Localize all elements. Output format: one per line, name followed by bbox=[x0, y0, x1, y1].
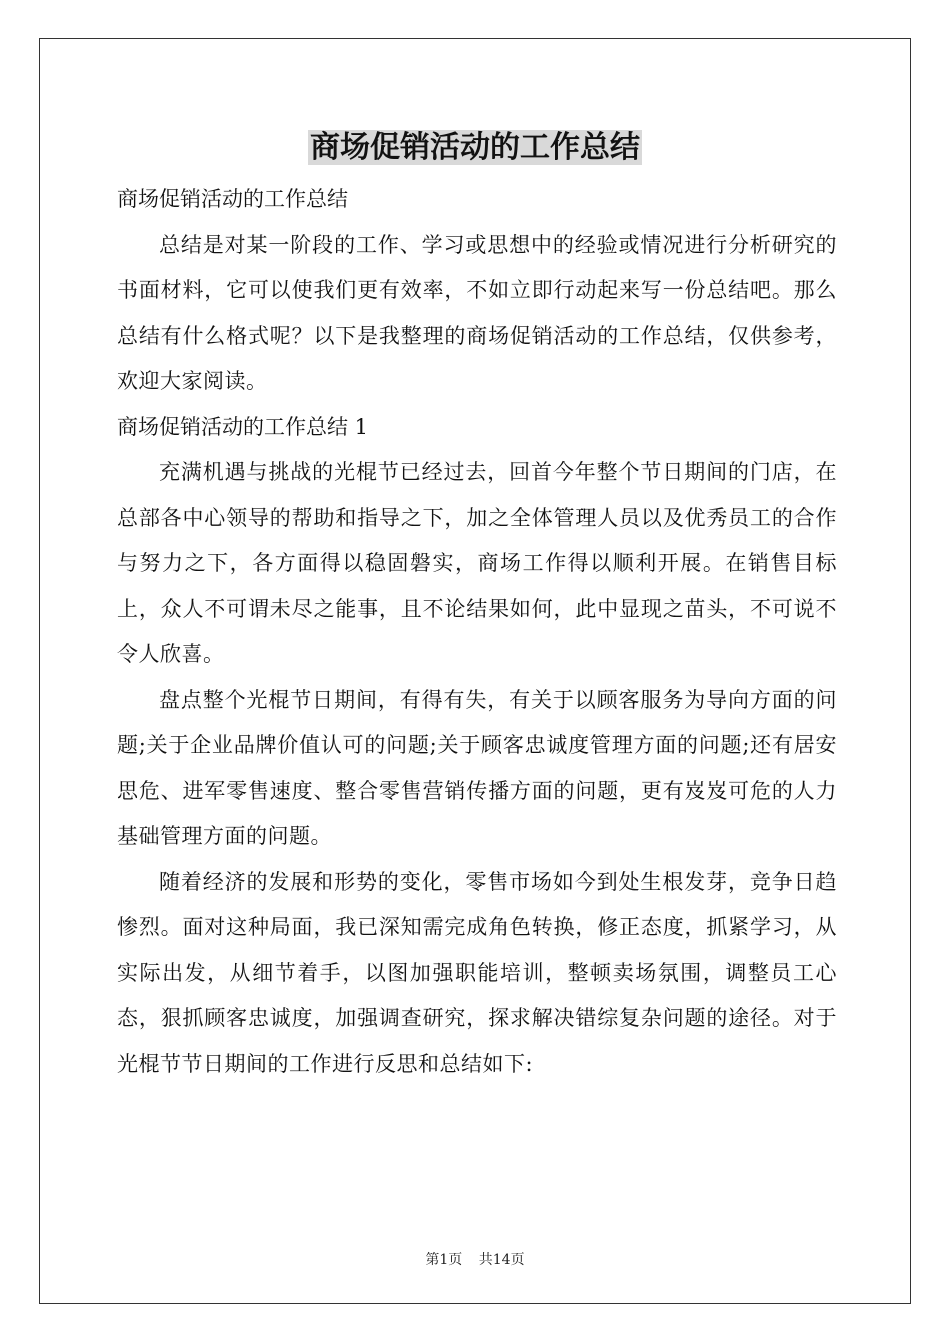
document-title-text: 商场促销活动的工作总结 bbox=[310, 130, 640, 165]
document-title bbox=[0, 126, 950, 170]
section-heading: 商场促销活动的工作总结 1 bbox=[117, 414, 369, 439]
body-paragraph-3: 随着经济的发展和形势的变化，零售市场如今到处生根发芽，竞争日趋惨烈。面对这种局面，我已深知需完成角色转换，修正态度，抓紧学习，从实际出发，从细节着手，以图加强职能培训，整顿卖场氛围，调整员工心态，狠抓顾客忠诚度，加强调查研究，探求解决错综复杂问题的途径。对于光棍节节日期间的工作进行反思和总结如下: bbox=[117, 869, 837, 1076]
page-total: 共14页 bbox=[478, 1252, 525, 1268]
document-body bbox=[117, 177, 837, 1087]
page-footer bbox=[0, 1249, 950, 1269]
body-paragraph-1: 充满机遇与挑战的光棍节已经过去，回首今年整个节日期间的门店，在总部各中心领导的帮助和指导之下，加之全体管理人员以及优秀员工的合作与努力之下，各方面得以稳固磐实，商场工作得以顺利开展。在销售目标上，众人不可谓未尽之能事，且不论结果如何，此中显现之苗头，不可说不令人欣喜。 bbox=[117, 460, 837, 666]
body-paragraph-2: 盘点整个光棍节日期间，有得有失，有关于以顾客服务为导向方面的问题;关于企业品牌价值认可的问题;关于顾客忠诚度管理方面的问题;还有居安思危、进军零售速度、整合零售营销传播方面的问题，更有岌岌可危的人力基础管理方面的问题。 bbox=[117, 687, 837, 848]
page-number: 第1页 bbox=[425, 1252, 463, 1268]
intro-paragraph: 总结是对某一阶段的工作、学习或思想中的经验或情况进行分析研究的书面材料，它可以使我们更有效率，不如立即行动起来写一份总结吧。那么总结有什么格式呢？以下是我整理的商场促销活动的工作总结，仅供参考，欢迎大家阅读。 bbox=[117, 232, 837, 393]
document-subtitle: 商场促销活动的工作总结 bbox=[117, 187, 348, 211]
